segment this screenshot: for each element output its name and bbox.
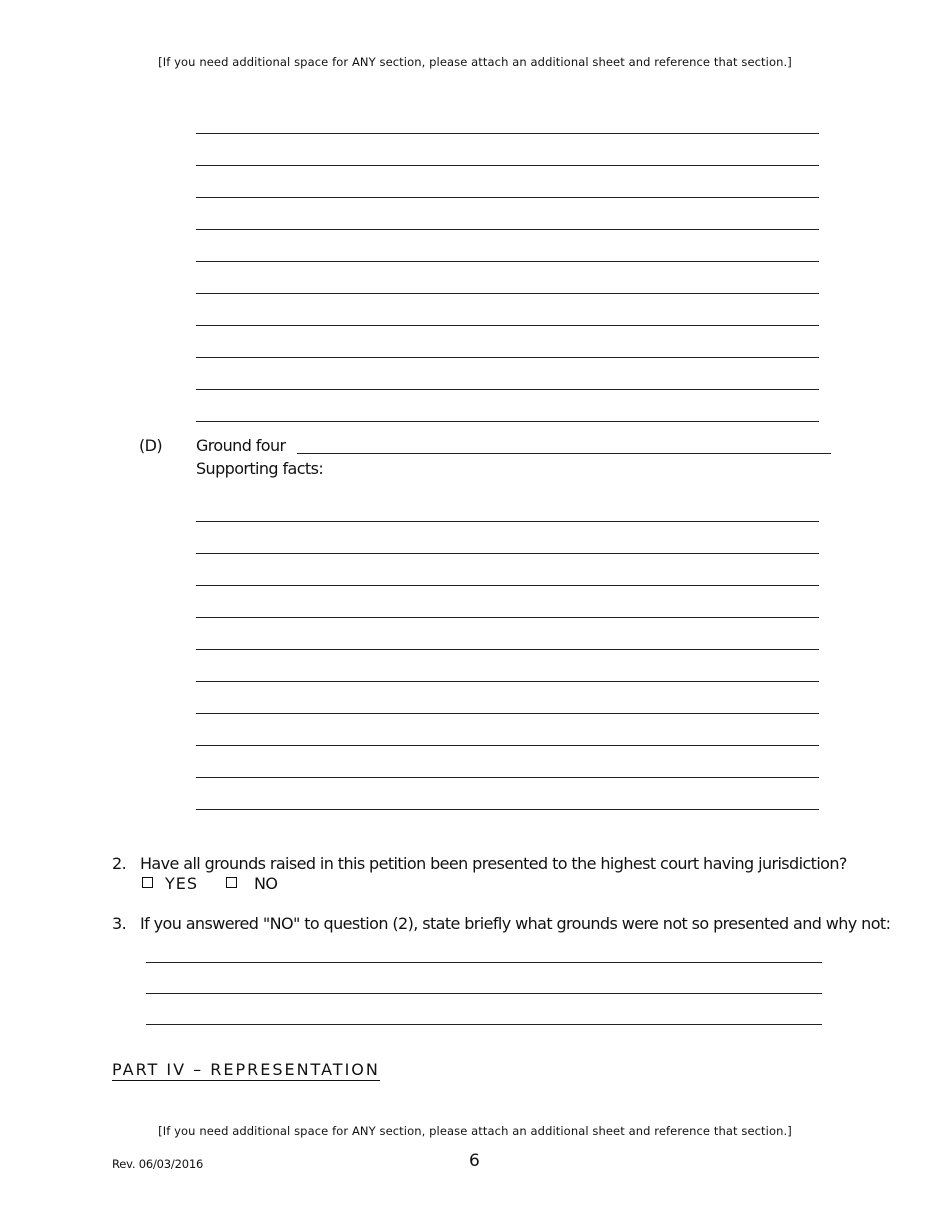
writing-line[interactable] xyxy=(196,617,819,618)
writing-line[interactable] xyxy=(196,745,819,746)
footer-notice: [If you need additional space for ANY section, please attach an additional sheet and reference that section.] xyxy=(158,1124,792,1138)
revision-date: Rev. 06/03/2016 xyxy=(112,1157,204,1171)
writing-line[interactable] xyxy=(146,993,822,994)
page-number: 6 xyxy=(469,1151,480,1171)
yes-label: YES xyxy=(165,874,199,893)
question-3-text: If you answered "NO" to question (2), state briefly what grounds were not so presented and why not: xyxy=(140,914,891,933)
question-2-text: Have all grounds raised in this petition been presented to the highest court having jurisdiction? xyxy=(140,854,847,873)
no-label: NO xyxy=(254,874,278,893)
writing-line[interactable] xyxy=(196,809,819,810)
writing-line[interactable] xyxy=(196,133,819,134)
writing-line[interactable] xyxy=(196,777,819,778)
ground-d-label: (D) xyxy=(139,436,163,455)
writing-line[interactable] xyxy=(196,357,819,358)
part-iv-heading: PART IV – REPRESENTATION xyxy=(112,1060,380,1079)
writing-line[interactable] xyxy=(146,1024,822,1025)
writing-line[interactable] xyxy=(196,293,819,294)
writing-line[interactable] xyxy=(196,649,819,650)
writing-line[interactable] xyxy=(196,681,819,682)
writing-line[interactable] xyxy=(196,713,819,714)
writing-line[interactable] xyxy=(196,585,819,586)
writing-line[interactable] xyxy=(196,229,819,230)
question-3-number: 3. xyxy=(112,914,127,933)
question-2-number: 2. xyxy=(112,854,127,873)
yes-checkbox[interactable] xyxy=(142,877,153,888)
writing-line[interactable] xyxy=(196,389,819,390)
writing-line[interactable] xyxy=(196,521,819,522)
writing-line[interactable] xyxy=(146,962,822,963)
writing-line[interactable] xyxy=(196,421,819,422)
ground-four-input-line[interactable] xyxy=(297,453,831,454)
header-notice: [If you need additional space for ANY section, please attach an additional sheet and reference that section.] xyxy=(158,55,792,69)
writing-line[interactable] xyxy=(196,553,819,554)
writing-line[interactable] xyxy=(196,261,819,262)
ground-four-title: Ground four xyxy=(196,436,286,455)
writing-line[interactable] xyxy=(196,325,819,326)
no-checkbox[interactable] xyxy=(226,877,237,888)
writing-line[interactable] xyxy=(196,197,819,198)
supporting-facts-label: Supporting facts: xyxy=(196,459,324,478)
writing-line[interactable] xyxy=(196,165,819,166)
